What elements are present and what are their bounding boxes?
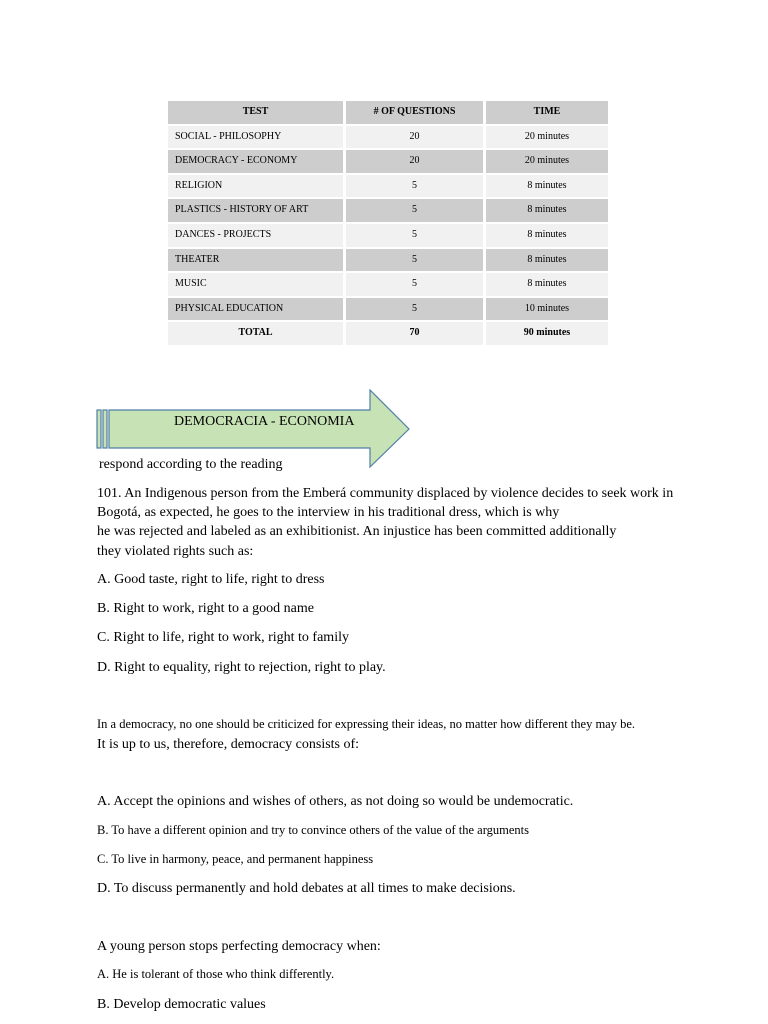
cell-time: 10 minutes bbox=[486, 298, 608, 321]
option-b: B. Right to work, right to a good name bbox=[97, 601, 314, 616]
cell-test: PLASTICS - HISTORY OF ART bbox=[168, 199, 343, 222]
option-d: D. To discuss permanently and hold debates at all times to make decisions. bbox=[97, 881, 516, 896]
header-test: TEST bbox=[168, 101, 343, 124]
cell-questions: 5 bbox=[346, 224, 483, 247]
option-b: B. Develop democratic values bbox=[97, 997, 266, 1012]
cell-time: 8 minutes bbox=[486, 273, 608, 296]
table-total-row bbox=[168, 322, 608, 347]
cell-test: SOCIAL - PHILOSOPHY bbox=[168, 126, 343, 149]
total-questions: 70 bbox=[346, 322, 483, 345]
table-header-row bbox=[168, 101, 608, 126]
exam-structure-table bbox=[168, 101, 608, 347]
option-d: D. Right to equality, right to rejection, right to play. bbox=[97, 660, 386, 675]
cell-test: RELIGION bbox=[168, 175, 343, 198]
cell-questions: 20 bbox=[346, 126, 483, 149]
section-title: DEMOCRACIA - ECONOMIA bbox=[174, 414, 355, 429]
option-a: A. He is tolerant of those who think differently. bbox=[97, 967, 335, 981]
instruction-text: respond according to the reading bbox=[99, 457, 283, 472]
header-questions: # OF QUESTIONS bbox=[346, 101, 483, 124]
option-a: A. Good taste, right to life, right to dress bbox=[97, 572, 325, 587]
question-101-line-4: they violated rights such as: bbox=[97, 544, 254, 559]
cell-questions: 5 bbox=[346, 175, 483, 198]
cell-time: 8 minutes bbox=[486, 249, 608, 272]
cell-test: DEMOCRACY - ECONOMY bbox=[168, 150, 343, 173]
table-row bbox=[168, 199, 608, 224]
question-101-line-3: he was rejected and labeled as an exhibitionist. An injustice has been committed additionally bbox=[97, 524, 617, 539]
cell-time: 20 minutes bbox=[486, 150, 608, 173]
cell-questions: 5 bbox=[346, 298, 483, 321]
question-2-line-1: In a democracy, no one should be criticized for expressing their ideas, no matter how different they may be. bbox=[97, 717, 636, 731]
table-row bbox=[168, 249, 608, 274]
table-row bbox=[168, 298, 608, 323]
table-row bbox=[168, 273, 608, 298]
cell-test: MUSIC bbox=[168, 273, 343, 296]
cell-time: 20 minutes bbox=[486, 126, 608, 149]
header-time: TIME bbox=[486, 101, 608, 124]
option-c: C. To live in harmony, peace, and permanent happiness bbox=[97, 852, 374, 866]
cell-questions: 5 bbox=[346, 199, 483, 222]
cell-questions: 20 bbox=[346, 150, 483, 173]
cell-time: 8 minutes bbox=[486, 224, 608, 247]
cell-time: 8 minutes bbox=[486, 199, 608, 222]
table-row bbox=[168, 150, 608, 175]
total-label: TOTAL bbox=[168, 322, 343, 345]
table-row bbox=[168, 224, 608, 249]
table-row bbox=[168, 175, 608, 200]
question-101-line-1: 101. An Indigenous person from the Emberá community displaced by violence decides to seek work in bbox=[97, 486, 674, 501]
total-time: 90 minutes bbox=[486, 322, 608, 345]
cell-time: 8 minutes bbox=[486, 175, 608, 198]
cell-test: THEATER bbox=[168, 249, 343, 272]
cell-test: PHYSICAL EDUCATION bbox=[168, 298, 343, 321]
option-b: B. To have a different opinion and try to convince others of the value of the arguments bbox=[97, 823, 529, 837]
option-c: C. Right to life, right to work, right to family bbox=[97, 630, 349, 645]
cell-questions: 5 bbox=[346, 249, 483, 272]
option-a: A. Accept the opinions and wishes of others, as not doing so would be undemocratic. bbox=[97, 794, 574, 809]
table-row bbox=[168, 126, 608, 151]
question-2-line-2: It is up to us, therefore, democracy consists of: bbox=[97, 737, 360, 752]
question-3-stem: A young person stops perfecting democracy when: bbox=[97, 939, 381, 954]
cell-test: DANCES - PROJECTS bbox=[168, 224, 343, 247]
cell-questions: 5 bbox=[346, 273, 483, 296]
question-101-line-2: Bogotá, as expected, he goes to the interview in his traditional dress, which is why bbox=[97, 505, 560, 520]
